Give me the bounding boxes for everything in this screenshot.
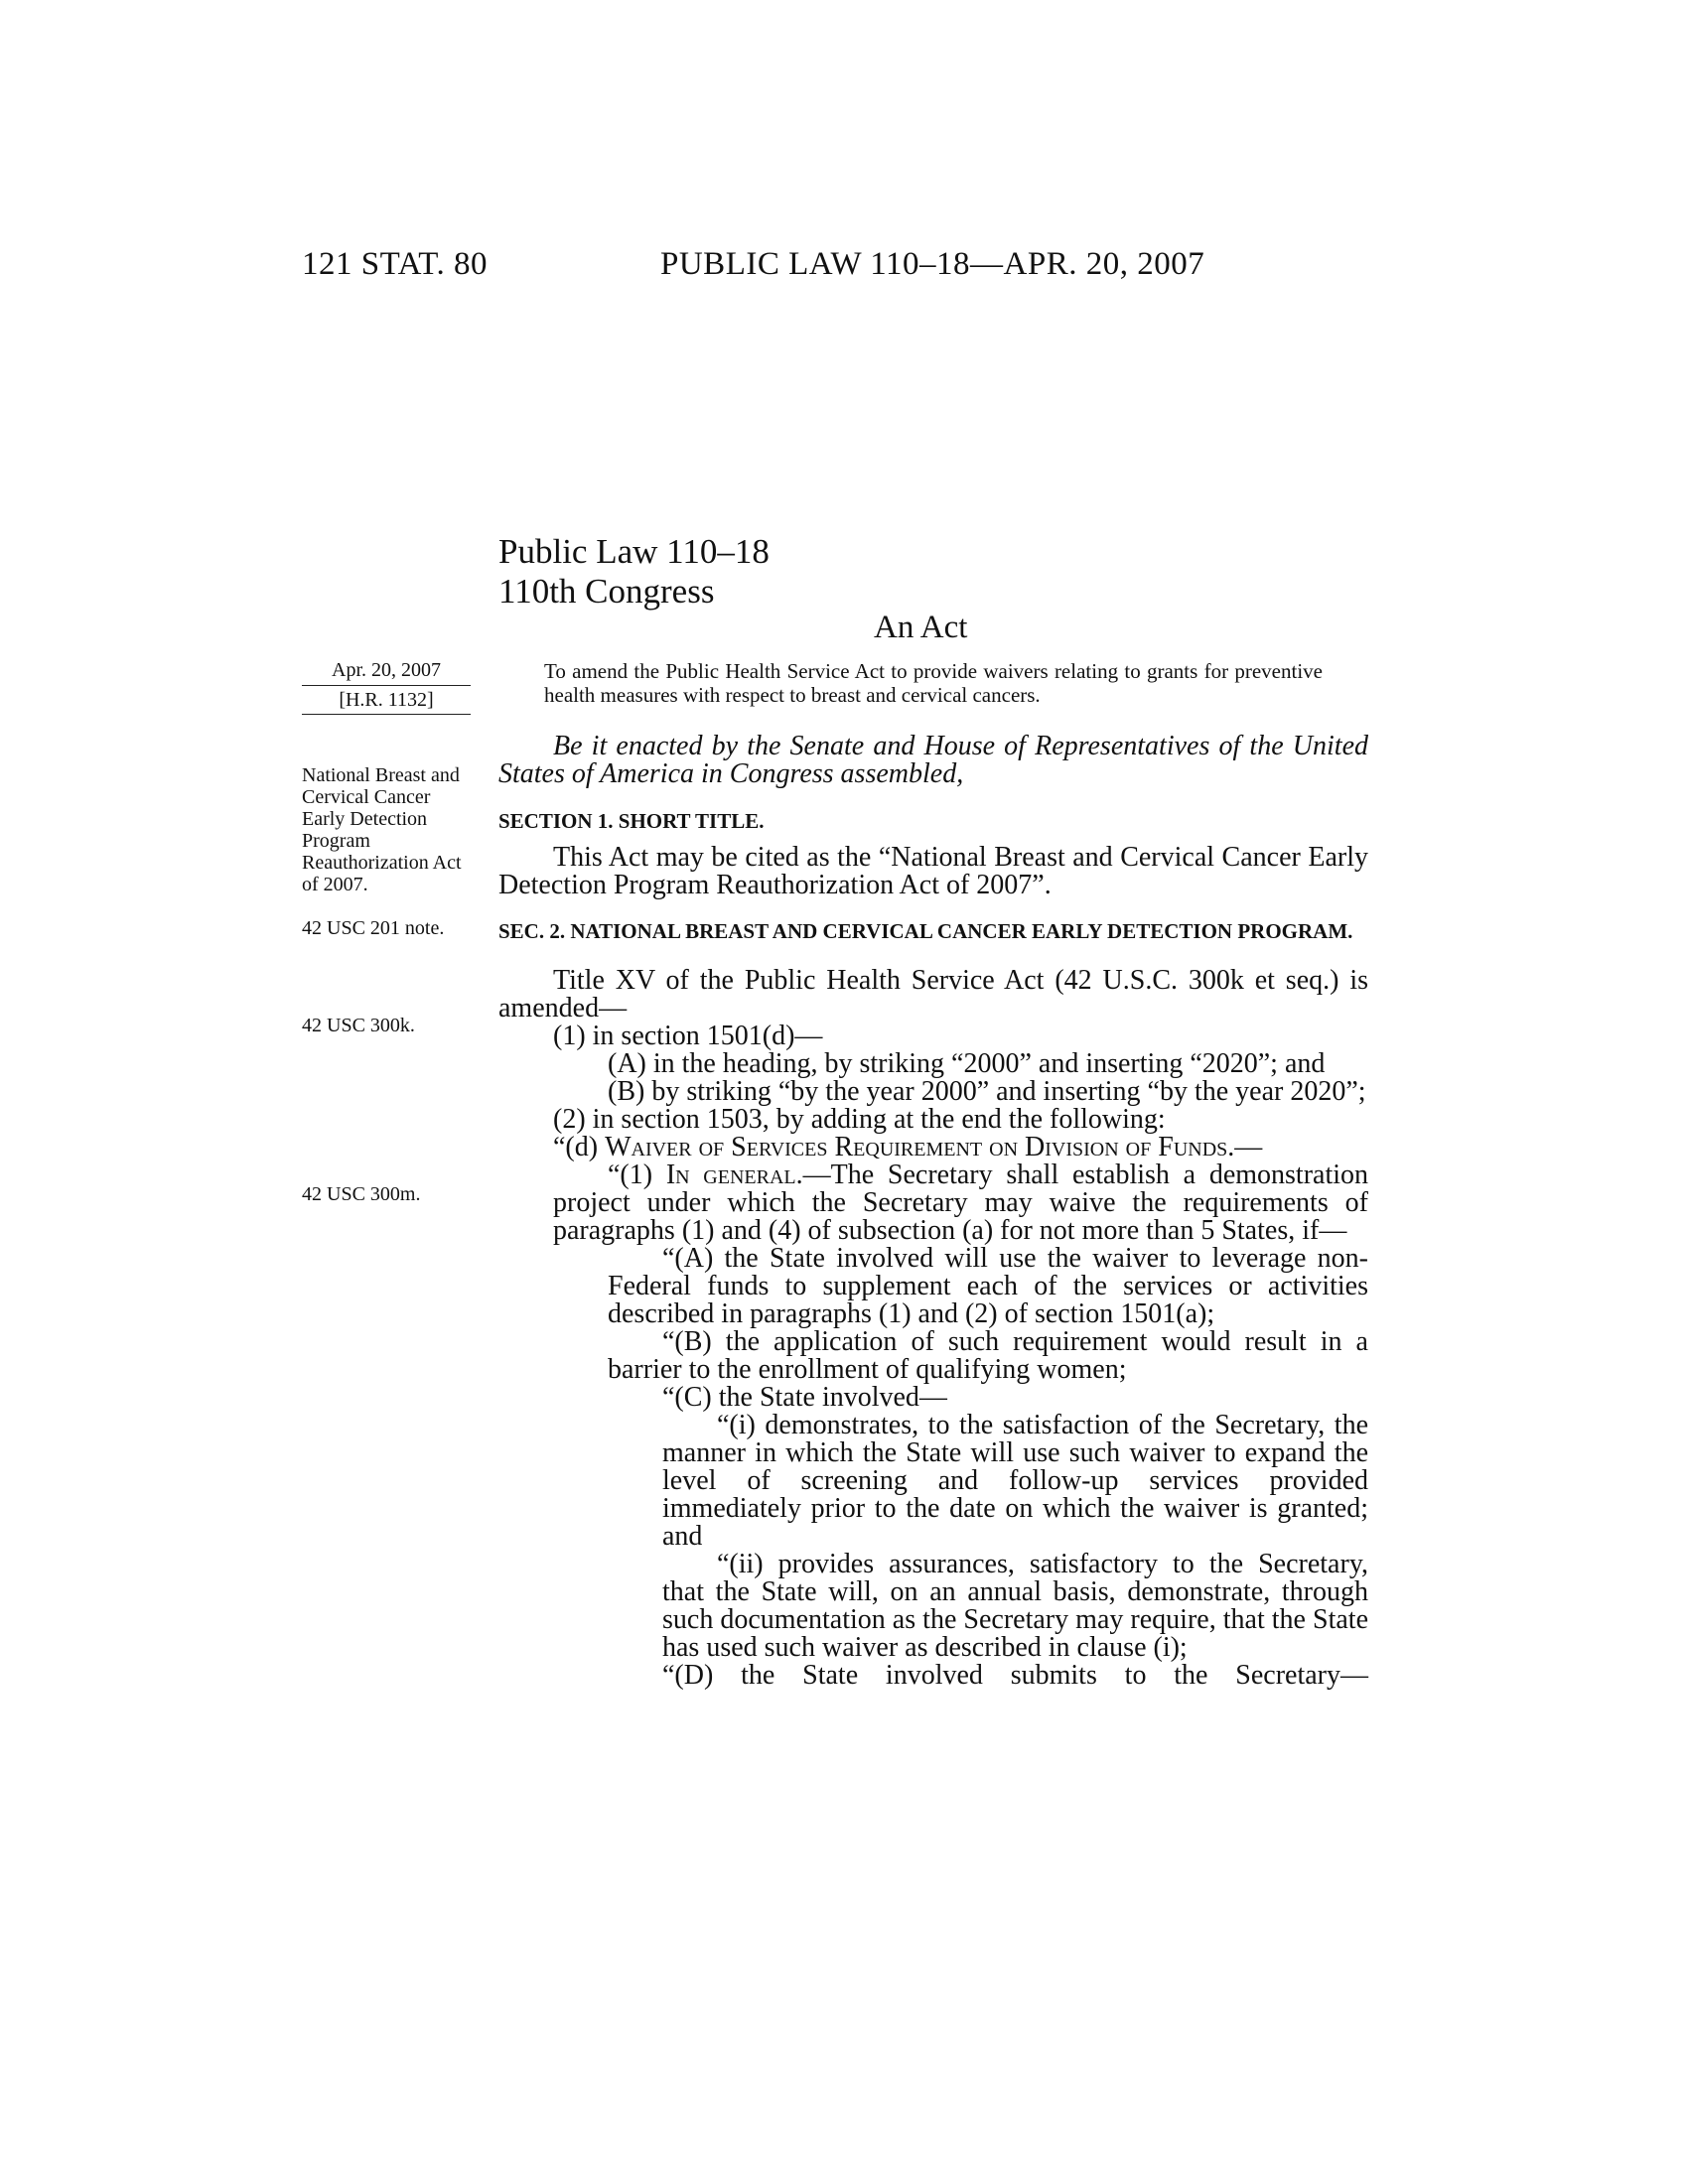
margin-rule-bottom (302, 714, 471, 715)
section1-body (498, 844, 1368, 899)
subparagraph-D: “(D) the State involved submits to the Secretary— (662, 1660, 1368, 1691)
running-title: PUBLIC LAW 110–18—APR. 20, 2007 (660, 246, 1205, 282)
paragraph-2: (2) in section 1503, by adding at the end the following: (553, 1104, 1166, 1135)
subsection-d-title: Waiver of Services Requirement on Division of Funds (605, 1132, 1228, 1162)
margin-rule-top (302, 685, 471, 686)
subsection-d-suffix: .— (1227, 1132, 1263, 1162)
enacting-clause (498, 733, 1368, 788)
margin-usc-201: 42 USC 201 note. (302, 917, 445, 939)
margin-usc-300k: 42 USC 300k. (302, 1015, 415, 1036)
law-number: Public Law 110–18 (498, 532, 770, 571)
paragraph-d1 (498, 1161, 1368, 1245)
section1-text: This Act may be cited as the “National Breast and Cervical Cancer Early Detection Program Reauthorization Act of 2007”. (498, 842, 1368, 900)
section2-intro: Title XV of the Public Health Service Act (42 U.S.C. 300k et seq.) is amended— (498, 965, 1368, 1024)
margin-short-title-note: National Breast and Cervical Cancer Early Detection Program Reauthorization Act of 2007. (302, 764, 462, 895)
paragraph-d1-text: .—The Secretary shall establish a demonstration project under which the Secretary may waive the requirements of paragraphs (1) and (4) of subsection (a) for not more than 5 States, if— (553, 1160, 1369, 1246)
paragraph-d1-prefix: “(1) (608, 1160, 666, 1190)
subparagraph-B: “(B) the application of such requirement would result in a barrier to the enrollment of qualifying women; (608, 1326, 1368, 1385)
section1-heading: SECTION 1. SHORT TITLE. (498, 809, 765, 833)
paragraph-1-B: (B) by striking “by the year 2000” and inserting “by the year 2020”; (608, 1076, 1366, 1107)
congress: 110th Congress (498, 572, 715, 611)
paragraph-d1-heading: In general (665, 1160, 796, 1190)
page-reference: 121 STAT. 80 (302, 246, 489, 282)
section2-body (498, 967, 1368, 1690)
margin-date: Apr. 20, 2007 (332, 659, 441, 681)
act-label: An Act (874, 610, 968, 645)
clause-C-i: “(i) demonstrates, to the satisfaction of the Secretary, the manner in which the State will use such waiver to expand the level of screening and follow-up services provided immediately prior to the date on which the waiver is granted; and (662, 1410, 1368, 1552)
subsection-d-prefix: “(d) (553, 1132, 606, 1162)
purpose-text: To amend the Public Health Service Act to provide waivers relating to grants for preventive health measures with respect to breast and cervical cancers. (544, 659, 1323, 707)
subsection-d-heading (498, 1134, 1368, 1161)
margin-bill: [H.R. 1132] (339, 689, 434, 711)
section2-heading: SEC. 2. NATIONAL BREAST AND CERVICAL CANCER EARLY DETECTION PROGRAM. (498, 919, 1353, 943)
paragraph-1-A: (A) in the heading, by striking “2000” and inserting “2020”; and (608, 1048, 1326, 1079)
paragraph-1: (1) in section 1501(d)— (553, 1021, 823, 1051)
clause-C-ii: “(ii) provides assurances, satisfactory to the Secretary, that the State will, on an annual basis, demonstrate, through such documentation as the Secretary may require, that the State has used such waiver as described in clause (i); (662, 1549, 1368, 1663)
margin-usc-300m: 42 USC 300m. (302, 1183, 421, 1205)
subparagraph-C: “(C) the State involved— (662, 1382, 947, 1413)
subparagraph-A: “(A) the State involved will use the waiver to leverage non-Federal funds to supplement each of the services or activities described in paragraphs (1) and (2) of section 1501(a); (608, 1243, 1368, 1329)
enacting-clause-text: Be it enacted by the Senate and House of Representatives of the United States of America in Congress assembled, (498, 731, 1368, 789)
